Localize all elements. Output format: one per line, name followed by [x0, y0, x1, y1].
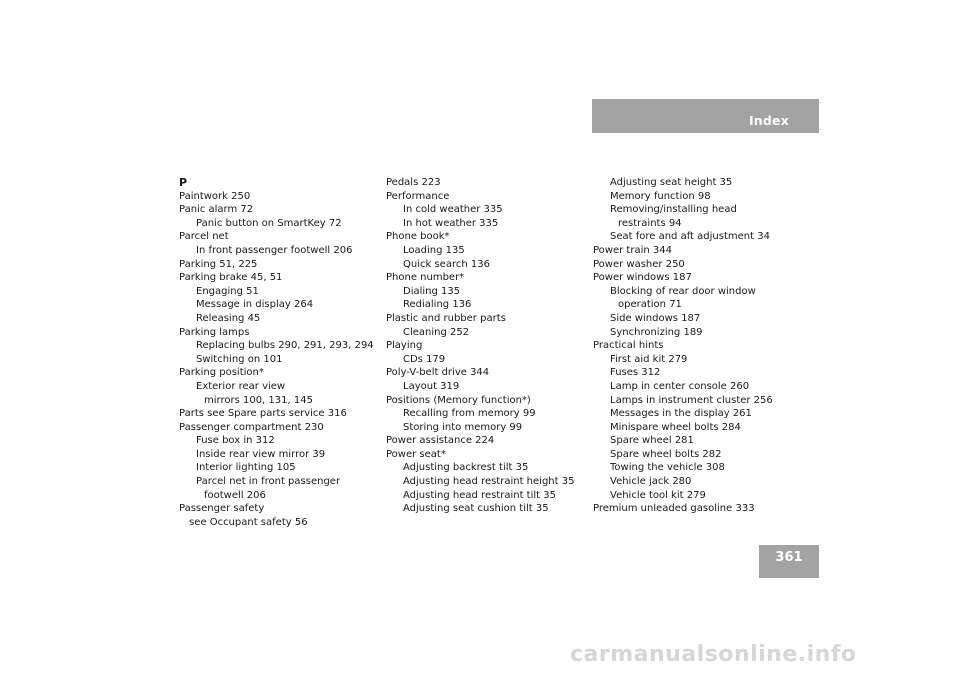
index-column-1 [179, 176, 385, 529]
index-entry: mirrors 100, 131, 145 [204, 394, 313, 406]
page-number: 361 [775, 550, 803, 565]
index-entry: Vehicle tool kit 279 [610, 489, 706, 501]
index-entry: Parts see Spare parts service 316 [179, 408, 347, 420]
index-column-3 [593, 176, 799, 516]
index-entry: In hot weather 335 [403, 217, 499, 229]
section-header-tab [592, 99, 819, 133]
index-entry: Passenger compartment 230 [179, 421, 324, 433]
index-entry: Adjusting head restraint height 35 [403, 476, 575, 488]
index-entry: Parking brake 45, 51 [179, 272, 283, 284]
index-entry: Engaging 51 [196, 285, 259, 297]
index-entry: Switching on 101 [196, 353, 283, 365]
index-entry: Dialing 135 [403, 285, 461, 297]
index-entry: Side windows 187 [610, 312, 701, 324]
index-entry: Paintwork 250 [179, 190, 251, 202]
index-entry: Recalling from memory 99 [403, 408, 536, 420]
index-entry: restraints 94 [618, 217, 682, 229]
index-entry: Premium unleaded gasoline 333 [593, 503, 755, 515]
index-entry: In front passenger footwell 206 [196, 244, 353, 256]
index-entry: Parking position* [179, 367, 264, 379]
index-entry: Lamp in center console 260 [610, 380, 750, 392]
index-entry: Loading 135 [403, 244, 465, 256]
index-entry: Phone number* [386, 272, 465, 284]
index-entry: Parking 51, 225 [179, 258, 258, 270]
index-entry: Releasing 45 [196, 312, 261, 324]
index-entry: Cleaning 252 [403, 326, 470, 338]
index-entry: Removing/installing head [610, 204, 737, 216]
index-entry: Power train 344 [593, 244, 672, 256]
index-entry: Adjusting seat cushion tilt 35 [403, 503, 549, 515]
index-entry: Messages in the display 261 [610, 408, 752, 420]
index-entry: Towing the vehicle 308 [610, 462, 725, 474]
index-entry: Fuse box in 312 [196, 435, 275, 447]
index-entry: Spare wheel bolts 282 [610, 448, 722, 460]
index-entry: Adjusting backrest tilt 35 [403, 462, 529, 474]
index-entry: Panic button on SmartKey 72 [196, 217, 342, 229]
index-entry: Power assistance 224 [386, 435, 495, 447]
index-entry: Exterior rear view [196, 380, 286, 392]
index-entry: Practical hints [593, 340, 664, 352]
index-entry: Inside rear view mirror 39 [196, 448, 326, 460]
index-entry: Replacing bulbs 290, 291, 293, 294 [196, 340, 374, 352]
index-entry: Pedals 223 [386, 177, 441, 188]
index-entry: Power washer 250 [593, 258, 685, 270]
index-entry: Fuses 312 [610, 367, 661, 379]
index-entry: Parking lamps [179, 326, 250, 338]
index-entry: CDs 179 [403, 353, 446, 365]
index-entry: Seat fore and aft adjustment 34 [610, 231, 770, 243]
index-entry: Plastic and rubber parts [386, 312, 506, 324]
index-entry: Positions (Memory function*) [386, 394, 531, 406]
index-entry: Adjusting head restraint tilt 35 [403, 489, 556, 501]
index-entry: Layout 319 [403, 380, 460, 392]
index-entry: Blocking of rear door window [610, 285, 756, 297]
index-entry: Spare wheel 281 [610, 435, 694, 447]
index-entry: Message in display 264 [196, 299, 314, 311]
index-entry: Poly-V-belt drive 344 [386, 367, 490, 379]
index-entry: Memory function 98 [610, 190, 711, 202]
index-entry: see Occupant safety 56 [189, 516, 308, 528]
index-entry: operation 71 [618, 299, 682, 311]
index-entry: Synchronizing 189 [610, 326, 703, 338]
index-letter-heading: P [179, 176, 188, 189]
index-entry: Performance [386, 190, 450, 202]
watermark-text: carmanualsonline.info [570, 642, 857, 667]
index-entry: Passenger safety [179, 503, 265, 515]
index-entry: Power seat* [386, 448, 446, 460]
index-entry: Interior lighting 105 [196, 462, 296, 474]
index-entry: Storing into memory 99 [403, 421, 523, 433]
index-entry: Minispare wheel bolts 284 [610, 421, 741, 433]
index-entry: footwell 206 [204, 489, 266, 501]
index-entry: First aid kit 279 [610, 353, 688, 365]
index-entry: Panic alarm 72 [179, 204, 254, 216]
index-entry: Redialing 136 [403, 299, 472, 311]
index-entry: Playing [386, 340, 423, 352]
page-number-tab [759, 545, 819, 578]
index-entry: Power windows 187 [593, 272, 692, 284]
section-title: Index [748, 113, 789, 128]
index-entry: Adjusting seat height 35 [610, 177, 733, 188]
index-entry: Lamps in instrument cluster 256 [610, 394, 773, 406]
index-entry: In cold weather 335 [403, 204, 503, 216]
index-entry: Parcel net in front passenger [196, 476, 341, 488]
index-entry: Vehicle jack 280 [610, 476, 692, 488]
index-entry: Phone book* [386, 231, 450, 243]
index-entry: Quick search 136 [403, 258, 490, 270]
index-column-2 [386, 176, 592, 516]
index-entry: Parcel net [179, 231, 229, 243]
